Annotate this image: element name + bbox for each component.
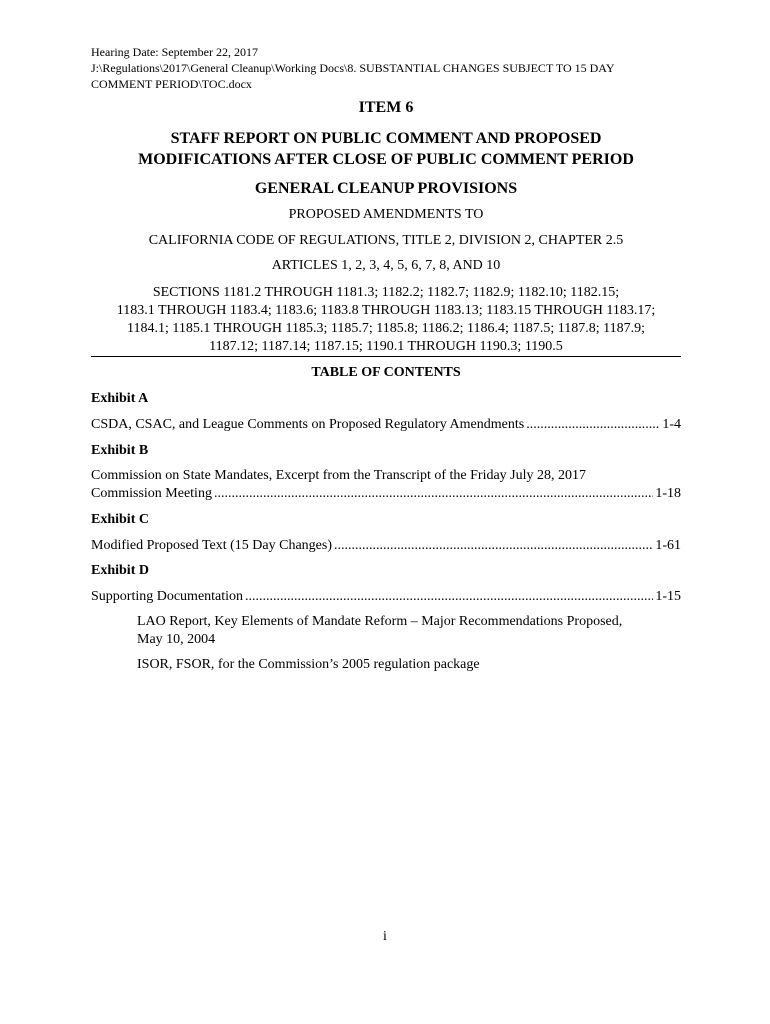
toc-entry-text: Modified Proposed Text (15 Day Changes) (91, 538, 333, 553)
toc-entry-exhibit-b[interactable] (91, 467, 681, 503)
file-path-line-1: J:\Regulations\2017\General Cleanup\Working Docs\8. SUBSTANTIAL CHANGES SUBJECT TO 15 DAY (91, 61, 615, 75)
proposed-amendments: PROPOSED AMENDMENTS TO (288, 207, 484, 222)
exhibit-b-label: Exhibit B (91, 443, 149, 458)
sections-line-3: 1184.1; 1185.1 THROUGH 1185.3; 1185.7; 1185.8; 1186.2; 1186.4; 1187.5; 1187.8; 1187.9; (127, 321, 645, 336)
provisions-title: GENERAL CLEANUP PROVISIONS (254, 180, 518, 197)
dot-leader (245, 588, 653, 606)
toc-entry-page: 1-15 (655, 589, 681, 604)
sub-item-line-1: LAO Report, Key Elements of Mandate Reform – Major Recommendations Proposed, (137, 614, 623, 629)
code-reference: CALIFORNIA CODE OF REGULATIONS, TITLE 2, DIVISION 2, CHAPTER 2.5 (148, 233, 624, 248)
sections-list (91, 284, 681, 356)
report-title-line-1: STAFF REPORT ON PUBLIC COMMENT AND PROPOSED (170, 130, 602, 147)
toc-entry-exhibit-a[interactable] (91, 416, 681, 434)
file-path-line-2: COMMENT PERIOD\TOC.docx (91, 77, 252, 91)
toc-entry-page: 1-61 (655, 538, 681, 553)
dot-leader (214, 485, 653, 503)
toc-entry-exhibit-c[interactable] (91, 537, 681, 555)
sections-line-1: SECTIONS 1181.2 THROUGH 1181.3; 1182.2; 1182.7; 1182.9; 1182.10; 1182.15; (152, 285, 620, 300)
toc-sub-item-isor-fsor[interactable] (137, 656, 677, 674)
articles-line: ARTICLES 1, 2, 3, 4, 5, 6, 7, 8, AND 10 (271, 258, 501, 273)
toc-sub-item-lao-report[interactable] (137, 613, 677, 649)
toc-entry-text-line-1: Commission on State Mandates, Excerpt from the Transcript of the Friday July 28, 2017 (91, 468, 587, 483)
exhibit-d-label: Exhibit D (91, 563, 149, 578)
toc-entry-text: CSDA, CSAC, and League Comments on Proposed Regulatory Amendments (91, 417, 525, 432)
sub-item-line-1: ISOR, FSOR, for the Commission’s 2005 regulation package (137, 657, 480, 672)
dot-leader (526, 416, 660, 434)
sections-line-2: 1183.1 THROUGH 1183.4; 1183.6; 1183.8 THROUGH 1183.13; 1183.15 THROUGH 1183.17; (116, 303, 656, 318)
report-title (91, 128, 681, 170)
horizontal-divider (91, 356, 681, 357)
report-title-line-2: MODIFICATIONS AFTER CLOSE OF PUBLIC COMMENT PERIOD (138, 151, 634, 168)
exhibit-a-label: Exhibit A (91, 391, 149, 406)
toc-heading: TABLE OF CONTENTS (311, 365, 461, 380)
toc-entry-text: Commission Meeting (91, 486, 212, 501)
page-number: i (383, 929, 387, 944)
hearing-date: Hearing Date: September 22, 2017 (91, 45, 258, 59)
sub-item-line-2: May 10, 2004 (137, 632, 216, 647)
item-number: ITEM 6 (358, 99, 414, 116)
sections-line-4: 1187.12; 1187.14; 1187.15; 1190.1 THROUGH 1190.3; 1190.5 (209, 339, 563, 354)
toc-entry-page: 1-4 (662, 417, 681, 432)
toc-entry-page: 1-18 (655, 486, 681, 501)
document-header (91, 44, 691, 92)
exhibit-c-label: Exhibit C (91, 512, 149, 527)
toc-entry-exhibit-d[interactable] (91, 588, 681, 606)
toc-entry-text: Supporting Documentation (91, 589, 244, 604)
dot-leader (334, 537, 653, 555)
